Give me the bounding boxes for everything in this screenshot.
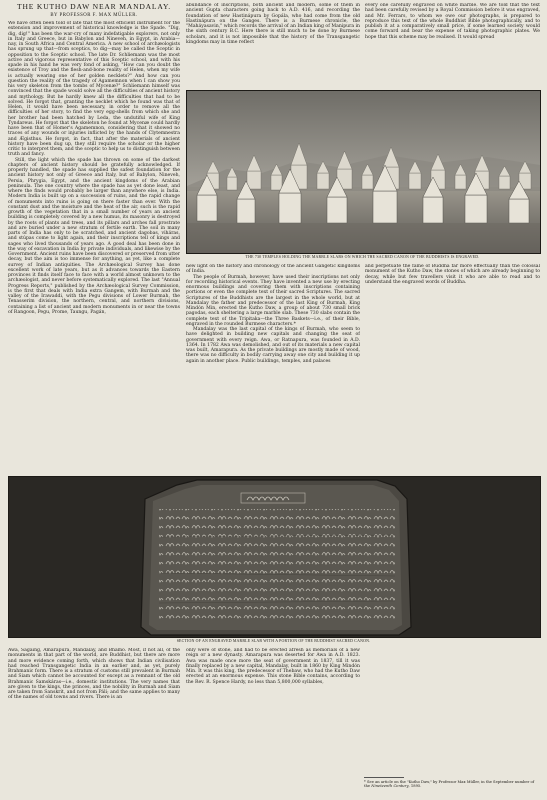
paragraph: We have often been told of late that the most efficient instrument for the extension and improvement of historical knowledge is the Spade. "Dig, dig, dig!" has been the war-cry of many indefatigable explorers, not only in Italy and Greece, but in Babylon and Nineveh, in Egypt, in Arabia—nay, in South Africa and Central America. A new school of archæologists has sprung up that—from sceptics, to dig—may be called the Sceptic in opposition to the Sceptic school. The late Dr. Schliemann was the most active and vigorous representative of this Sceptic school, and with his spade in his hand he was very fond of asking, "How can you doubt the existence of Troy and the flesh-and-bone reality of Helen, when my wife is actually wearing one of her golden necklets?" And how can you question the reality of the tragedy of Agamemnon when I can show you his very skeleton from the tombs of Mycenæ?" Schliemann himself was convinced that the spade would solve all the difficulties of ancient history and mythology. But he hardly knew all the difficulties that had to be solved. He forgot that, granting the necklet which he found was that of Helen, it would have been necessary, in order to remove all the difficulties of her story, to find the very egg-shells from which she and her brother had been hatched by Leda, the undutiful wife of King Tyndareus. He forgot that the skeleton he found at Mycenæ could hardly have been that of Homer's Agamemnon, considering that it showed no traces of any wounds or injuries inflicted by the hands of Clytemnestra and Ægisthus. He forgot, in fact, that after the materials of ancient history have been dug up, they still require the scholar or the higher critic to interpret them, and the sceptic to help us to distinguish between truth and fancy. xyxy=(8,21,180,158)
article-title: THE KUTHO DAW NEAR MANDALAY. xyxy=(17,2,171,11)
marble-slab-photograph xyxy=(8,476,541,638)
paragraph: abundance of inscriptions, both ancient and modern, some of them in ancient Gupta characters going back to A.D. 416, and recording the foundation of new Hastinápura by Gopála, who had come from the old Hastinápura on the Ganges. There is a Burmese chronicle, the "Maháyasavin," which records the arrival of an Indian king of Manipura in the sixth century B.C. Here there is still much to be done by Burmese scholars, and it is not impossible that the history of the Transgangetic kingdoms may in time reflect xyxy=(186,3,360,45)
footnote-text: * See an article on the "Kutho Daw," by Professor Max Müller, in the September number of the xyxy=(364,780,535,789)
paragraph: Mandalay was the last capital of the kings of Burmah, who seem to have delighted in building new capitals and changing the seat of government with every reign. Awa, or Ratnapura, was founded in A.D. 1364. In 1782 Awa was demolished, and out of its materials a new capital was built, Amarapura. As the private buildings are mostly made of wood, there was no difficulty in bodily carrying away one city and building it up again in another place. Public buildings, temples, and palaces xyxy=(186,327,360,364)
paragraph: Awa, Sagaing, Amarapura, Mandalay, and Bhamo. Most, if not all, of the monuments in that part of the world, are Buddhist, but there are more and more evidence coming forth, which shows that Indian civilisation had reached Transgangetic India in an earlier and, as yet, purely Brahmanic form. There is a stratum of customs still prevalent in Burmah and Siam which cannot be accounted for except as a remnant of the old Brahmanic Samskáras—i.e., domestic institutions. The very names that are given to the kings, the princes, and the nobility in Burmah and Siam are taken from Sanskrit, and not from Páli; and the same applies to many of the names of old towns and rivers. There is an xyxy=(8,648,180,701)
paragraph: every one carefully engraved on white marble. We are told that the text had been carefully revised by a Royal Commission before it was engraved, and Mr. Ferrars, to whom we owe our photographs, is prepared to reproduce this text of the whole Buddhist Bible photographically, and to publish it at a comparatively small price, if some learned society would come forward and bear the expense of taking photographic plates. We hope that this scheme may be realised. It would spread xyxy=(365,3,540,40)
paragraph: The people of Burmah, however, have used their inscriptions not only for recording historical events. They have invented a new use by erecting enormous buildings and covering them with inscriptions containing portions or even the complete text of their sacred Scriptures. The sacred Scriptures of the Buddhists are the largest in the whole world, but at Mandalay the father and predecessor of the last King of Burmah, King Mindón Min, erected the Kutho Daw, a group of about 730 small brick pagodas, each sheltering a large marble slab. These 730 slabs contain the complete text of the Tripitaka—the Three Baskets—i.e., of their Bible, engraved in the rounded Burmese characters.* xyxy=(186,274,360,327)
column-2-bottom xyxy=(186,648,360,798)
footnote-magazine: Nineteenth Century xyxy=(371,784,409,789)
footnote xyxy=(364,780,540,789)
column-2-middle xyxy=(186,264,360,470)
slab-caption: SECTION OF AN ENGRAVED MARBLE SLAB WITH A PORTION OF THE BUDDHIST SACRED CANON. xyxy=(176,639,371,643)
column-2-top xyxy=(186,3,360,83)
paragraph: and perpetuate the fame of Buddha far more effectually than the colossal monument of the Kutho Daw, the stones of which are already beginning to decay, while but few travellers visit it who are able to read and to understand the engraved words of Buddha. xyxy=(365,264,540,285)
temples-photograph xyxy=(186,90,541,254)
paragraph: new light on the history and chronology of the ancient Gangetic kingdoms of India. xyxy=(186,264,360,275)
temples-caption: THE 730 TEMPLES HOLDING THE MARBLE SLABS ON WHICH THE SACRED CANON OF THE BUDDHISTS IS ENGRAVED. xyxy=(245,255,480,259)
column-3-middle xyxy=(365,264,540,304)
slab-illustration xyxy=(9,477,540,637)
footnote-tail: , 1895. xyxy=(408,784,422,789)
paragraph: only were of stone, and had to be erected afresh as memorials of a new reign or a new dynasty. Amarapura was deserted for Awa in A.D. 1823. Awa was made once more the seat of government in 1837, till it was finally replaced by a new capital, Mandalay, built in 1860 by King Mindón Min. It was this king, the predecessor of Thebaw, who had the Kutho Daw erected at an enormous expense. This stone Bible contains, according to the Rev. R. Spence Hardy, no less than 5,800,000 syllables, xyxy=(186,648,360,685)
temples-illustration xyxy=(187,91,540,253)
column-3-top xyxy=(365,3,540,83)
column-1-bottom xyxy=(8,648,180,798)
footnote-rule xyxy=(364,777,404,778)
paragraph: Still, the light which the spade has thrown on some of the darkest chapters of ancient history should be gratefully acknowledged. If properly handled, the spade has supplied the safest foundation for the ancient history not only of Greece and Italy, but of Babylon, Nineveh, Persia, Phrygia, Egypt, and the ancient kingdoms of the Arabian peninsula. The one country where the spade has as yet done least, and where the finds would probably be larger than anywhere else, is India. Modern India is built up on a succession of ruins, and the rapid change of monuments into ruins is going on there faster than ever. With the constant dust and the moisture and the heat of the air, such is the rapid growth of the vegetation that in a small number of years an ancient building is completely covered by a new humus, its masonry is destroyed by the roots of plants and trees, and its pillars and arches fall prostrate and are buried under a new stratum of fertile earth. The soil in many parts of India has only to be scratched, and ancient dagobas, viháras, and stúpas come to light again, and their inscriptions tell of kings and sages who lived thousands of years ago. A good deal has been done in the way of excavation in India by private individuals, and likewise by the Government. Ancient ruins have been discovered or preserved from utter decay, but the aim is too immense for anything, as yet, like a complete survey of Indian antiquities. The Archæological Survey has done excellent work of late years, but as it advances towards the Eastern provinces it finds itself face to face with a world almost unknown to the archæologist, and never before systematically explored. The last "Annual Progress Reports," published by the Archæological Survey Commission, is the first that deals with India extra Gangem, with Burmah and the valley of the Irawaddi, with the Pegu divisions of Lower Burmah, the Tenasserim division, the northern, central, and northern divisions, containing a list of ancient and modern monuments in or near the towns of Rangoon, Pegu, Prome, Taungu, Pagán, xyxy=(8,157,180,315)
column-1-top xyxy=(8,21,180,471)
article-byline: BY PROFESSOR F. MAX MÜLLER. xyxy=(50,13,138,18)
